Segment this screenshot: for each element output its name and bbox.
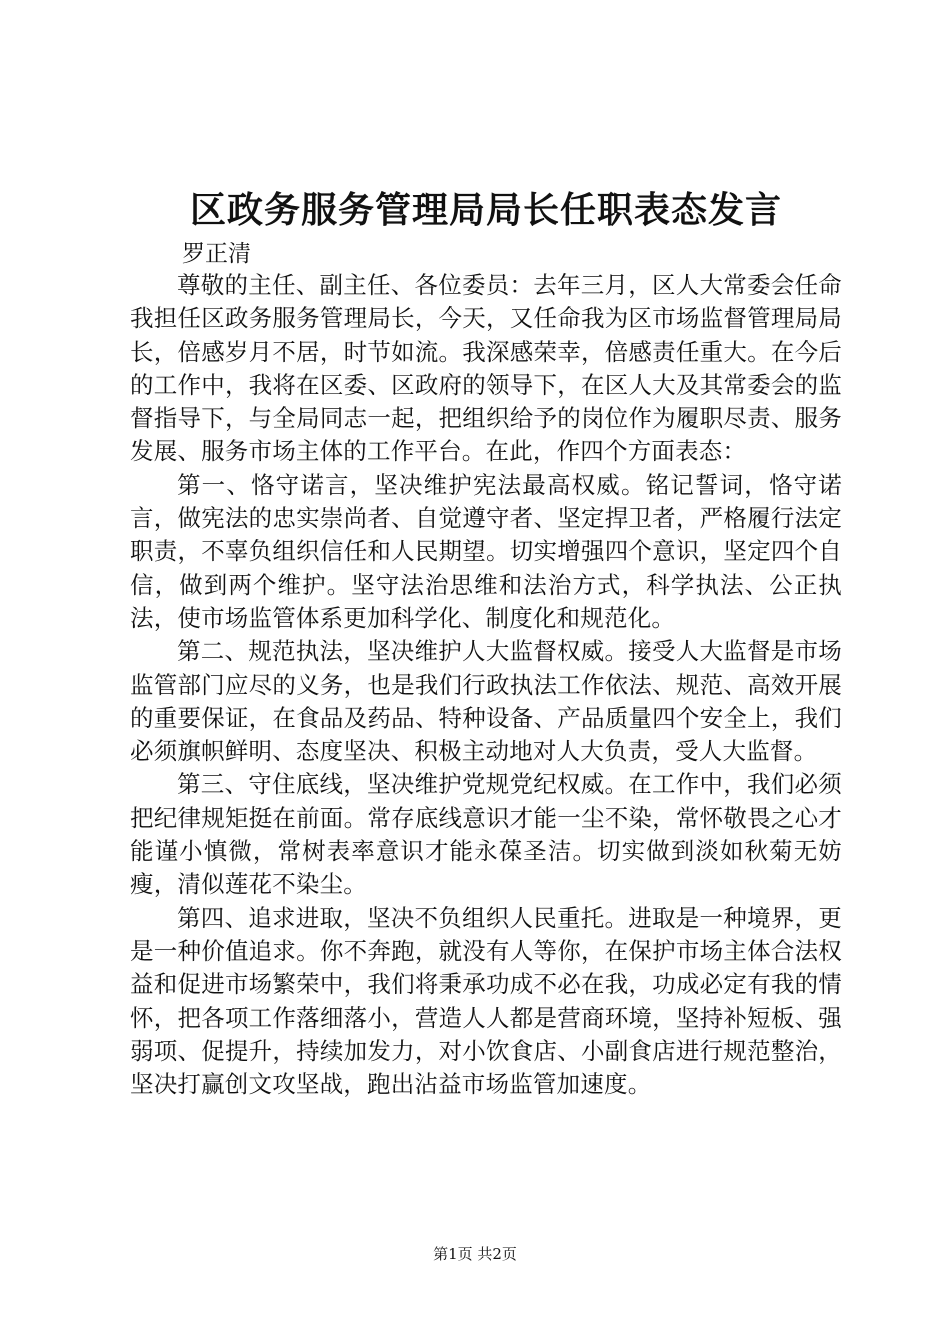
- paragraph-third-point: 第三、守住底线，坚决维护党规党纪权威。在工作中，我们必须把纪律规矩挺在前面。常存底线意识才能一尘不染，常怀敬畏之心才能谨小慎微，常树表率意识才能永葆圣洁。切实做到淡如秋菊无妨瘦，清似莲花不染尘。: [130, 770, 842, 899]
- paragraph-fourth-point: 第四、追求进取，坚决不负组织人民重托。进取是一种境界，更是一种价值追求。你不奔跑，就没有人等你，在保护市场主体合法权益和促进市场繁荣中，我们将秉承功成不必在我，功成必定有我的情怀，把各项工作落细落小，营造人人都是营商环境，坚持补短板、强弱项、促提升，持续加发力，对小饮食店、小副食店进行规范整治，坚决打赢创文攻坚战，跑出沾益市场监管加速度。: [130, 903, 842, 1099]
- paragraph-intro: 尊敬的主任、副主任、各位委员：去年三月，区人大常委会任命我担任区政务服务管理局长，今天，又任命我为区市场监督管理局局长，倍感岁月不居，时节如流。我深感荣幸，倍感责任重大。在今后的工作中，我将在区委、区政府的领导下，在区人大及其常委会的监督指导下，与全局同志一起，把组织给予的岗位作为履职尽责、服务发展、服务市场主体的工作平台。在此，作四个方面表态：: [130, 271, 842, 466]
- page-number-footer: 第1页 共2页: [433, 1245, 517, 1263]
- author-name: 罗正清: [182, 241, 251, 267]
- document-body: [130, 269, 842, 1101]
- paragraph-first-point: 第一、恪守诺言，坚决维护宪法最高权威。铭记誓词，恪守诺言，做宪法的忠实崇尚者、自觉遵守者、坚定捍卫者，严格履行法定职责，不辜负组织信任和人民期望。切实增强四个意识，坚定四个自信，做到两个维护。坚守法治思维和法治方式，科学执法、公正执法，使市场监管体系更加科学化、制度化和规范化。: [130, 470, 842, 632]
- paragraph-second-point: 第二、规范执法，坚决维护人大监督权威。接受人大监督是市场监管部门应尽的义务，也是我们行政执法工作依法、规范、高效开展的重要保证，在食品及药品、特种设备、产品质量四个安全上，我们必须旗帜鲜明、态度坚决、积极主动地对人大负责，受人大监督。: [130, 637, 842, 766]
- document-title: 区政务服务管理局局长任职表态发言: [189, 189, 782, 231]
